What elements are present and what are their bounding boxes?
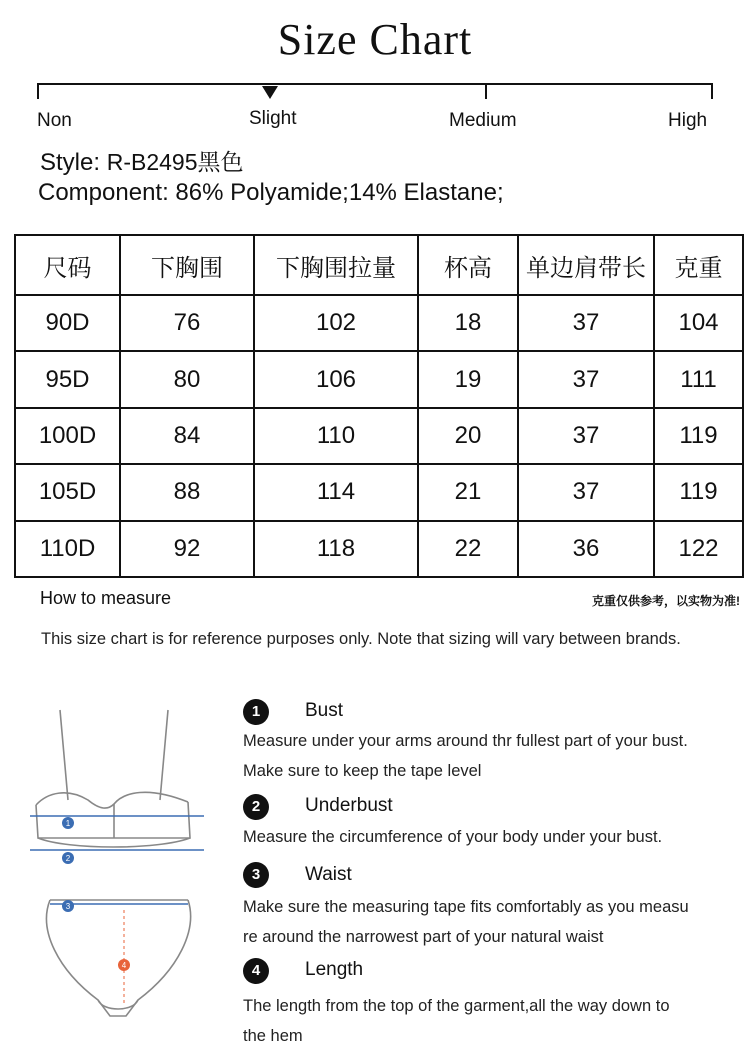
table-cell: 84 <box>120 408 254 464</box>
marker-bust <box>62 817 74 829</box>
table-cell: 118 <box>254 521 418 577</box>
table-cell: 104 <box>654 295 743 351</box>
stretch-tick <box>485 83 487 99</box>
bust-description-line: Measure under your arms around thr fullest part of your bust. <box>243 732 688 750</box>
page-title: Size Chart <box>277 15 473 64</box>
table-row <box>15 351 743 407</box>
table-row <box>15 521 743 577</box>
header-underbust: 下胸围 <box>120 235 254 295</box>
header-strap-length: 单边肩带长 <box>518 235 654 295</box>
table-cell: 37 <box>518 464 654 520</box>
marker-label: 3 <box>65 902 71 911</box>
stretch-level-medium: Medium <box>449 110 517 131</box>
stretch-scale <box>37 83 713 99</box>
marker-waist <box>62 900 74 912</box>
style-code: R-B2495黑色 <box>106 149 244 175</box>
table-cell: 92 <box>120 521 254 577</box>
table-header-row <box>15 235 743 295</box>
style-line <box>40 144 243 177</box>
length-description-line: the hem <box>243 1027 303 1045</box>
disclaimer-text: This size chart is for reference purposes only. Note that sizing will vary between brands. <box>41 630 681 648</box>
style-label: Style: <box>40 149 101 176</box>
table-cell: 21 <box>418 464 518 520</box>
stretch-level-non: Non <box>37 110 72 131</box>
step-number-3: 3 <box>243 862 269 888</box>
table-cell: 37 <box>518 351 654 407</box>
table-cell: 122 <box>654 521 743 577</box>
header-size: 尺码 <box>15 235 120 295</box>
table-cell: 22 <box>418 521 518 577</box>
stretch-scale-bar <box>37 83 713 85</box>
table-cell: 102 <box>254 295 418 351</box>
marker-label: 1 <box>65 819 71 828</box>
table-cell: 19 <box>418 351 518 407</box>
table-row <box>15 464 743 520</box>
bra-outline <box>36 710 190 847</box>
marker-underbust <box>62 852 74 864</box>
step-number-2: 2 <box>243 794 269 820</box>
size-table <box>14 234 744 578</box>
stretch-level-high: High <box>668 110 708 131</box>
briefs-outline <box>47 900 191 1016</box>
stretch-pointer-icon <box>262 86 278 99</box>
stretch-tick <box>711 83 713 99</box>
component-line: Component: 86% Polyamide;14% Elastane; <box>38 179 504 206</box>
table-cell: 95D <box>15 351 120 407</box>
marker-length <box>118 959 130 971</box>
length-heading: Length <box>305 959 364 980</box>
how-to-measure-heading: How to measure <box>40 588 172 608</box>
stretch-level-slight: Slight <box>249 108 297 129</box>
table-cell: 114 <box>254 464 418 520</box>
underbust-heading: Underbust <box>305 795 393 816</box>
step-number-1: 1 <box>243 699 269 725</box>
stretch-tick <box>37 83 39 99</box>
table-cell: 37 <box>518 408 654 464</box>
table-cell: 110 <box>254 408 418 464</box>
marker-label: 4 <box>121 961 127 970</box>
table-cell: 88 <box>120 464 254 520</box>
waist-heading: Waist <box>305 864 352 885</box>
table-row <box>15 295 743 351</box>
bust-heading: Bust <box>305 700 344 721</box>
length-description-line: The length from the top of the garment,all the way down to <box>243 997 670 1015</box>
table-row <box>15 408 743 464</box>
table-cell: 119 <box>654 408 743 464</box>
underbust-description-line: Measure the circumference of your body under your bust. <box>243 828 663 846</box>
table-cell: 111 <box>654 351 743 407</box>
lingerie-measure-illustration <box>28 700 208 1040</box>
header-weight: 克重 <box>654 235 743 295</box>
table-cell: 20 <box>418 408 518 464</box>
bust-description-line: Make sure to keep the tape level <box>243 762 482 780</box>
table-cell: 18 <box>418 295 518 351</box>
step-number-4: 4 <box>243 958 269 984</box>
waist-description-line: re around the narrowest part of your natural waist <box>243 928 604 946</box>
table-cell: 119 <box>654 464 743 520</box>
table-cell: 36 <box>518 521 654 577</box>
table-cell: 76 <box>120 295 254 351</box>
table-cell: 80 <box>120 351 254 407</box>
weight-note: 克重仅供参考，以实物为准! <box>592 594 740 608</box>
table-cell: 106 <box>254 351 418 407</box>
table-cell: 110D <box>15 521 120 577</box>
header-underbust-stretch: 下胸围拉量 <box>254 235 418 295</box>
marker-label: 2 <box>65 854 71 863</box>
table-cell: 105D <box>15 464 120 520</box>
table-cell: 37 <box>518 295 654 351</box>
table-cell: 100D <box>15 408 120 464</box>
waist-description-line: Make sure the measuring tape fits comfortably as you measu <box>243 898 689 916</box>
header-cup-height: 杯高 <box>418 235 518 295</box>
table-cell: 90D <box>15 295 120 351</box>
